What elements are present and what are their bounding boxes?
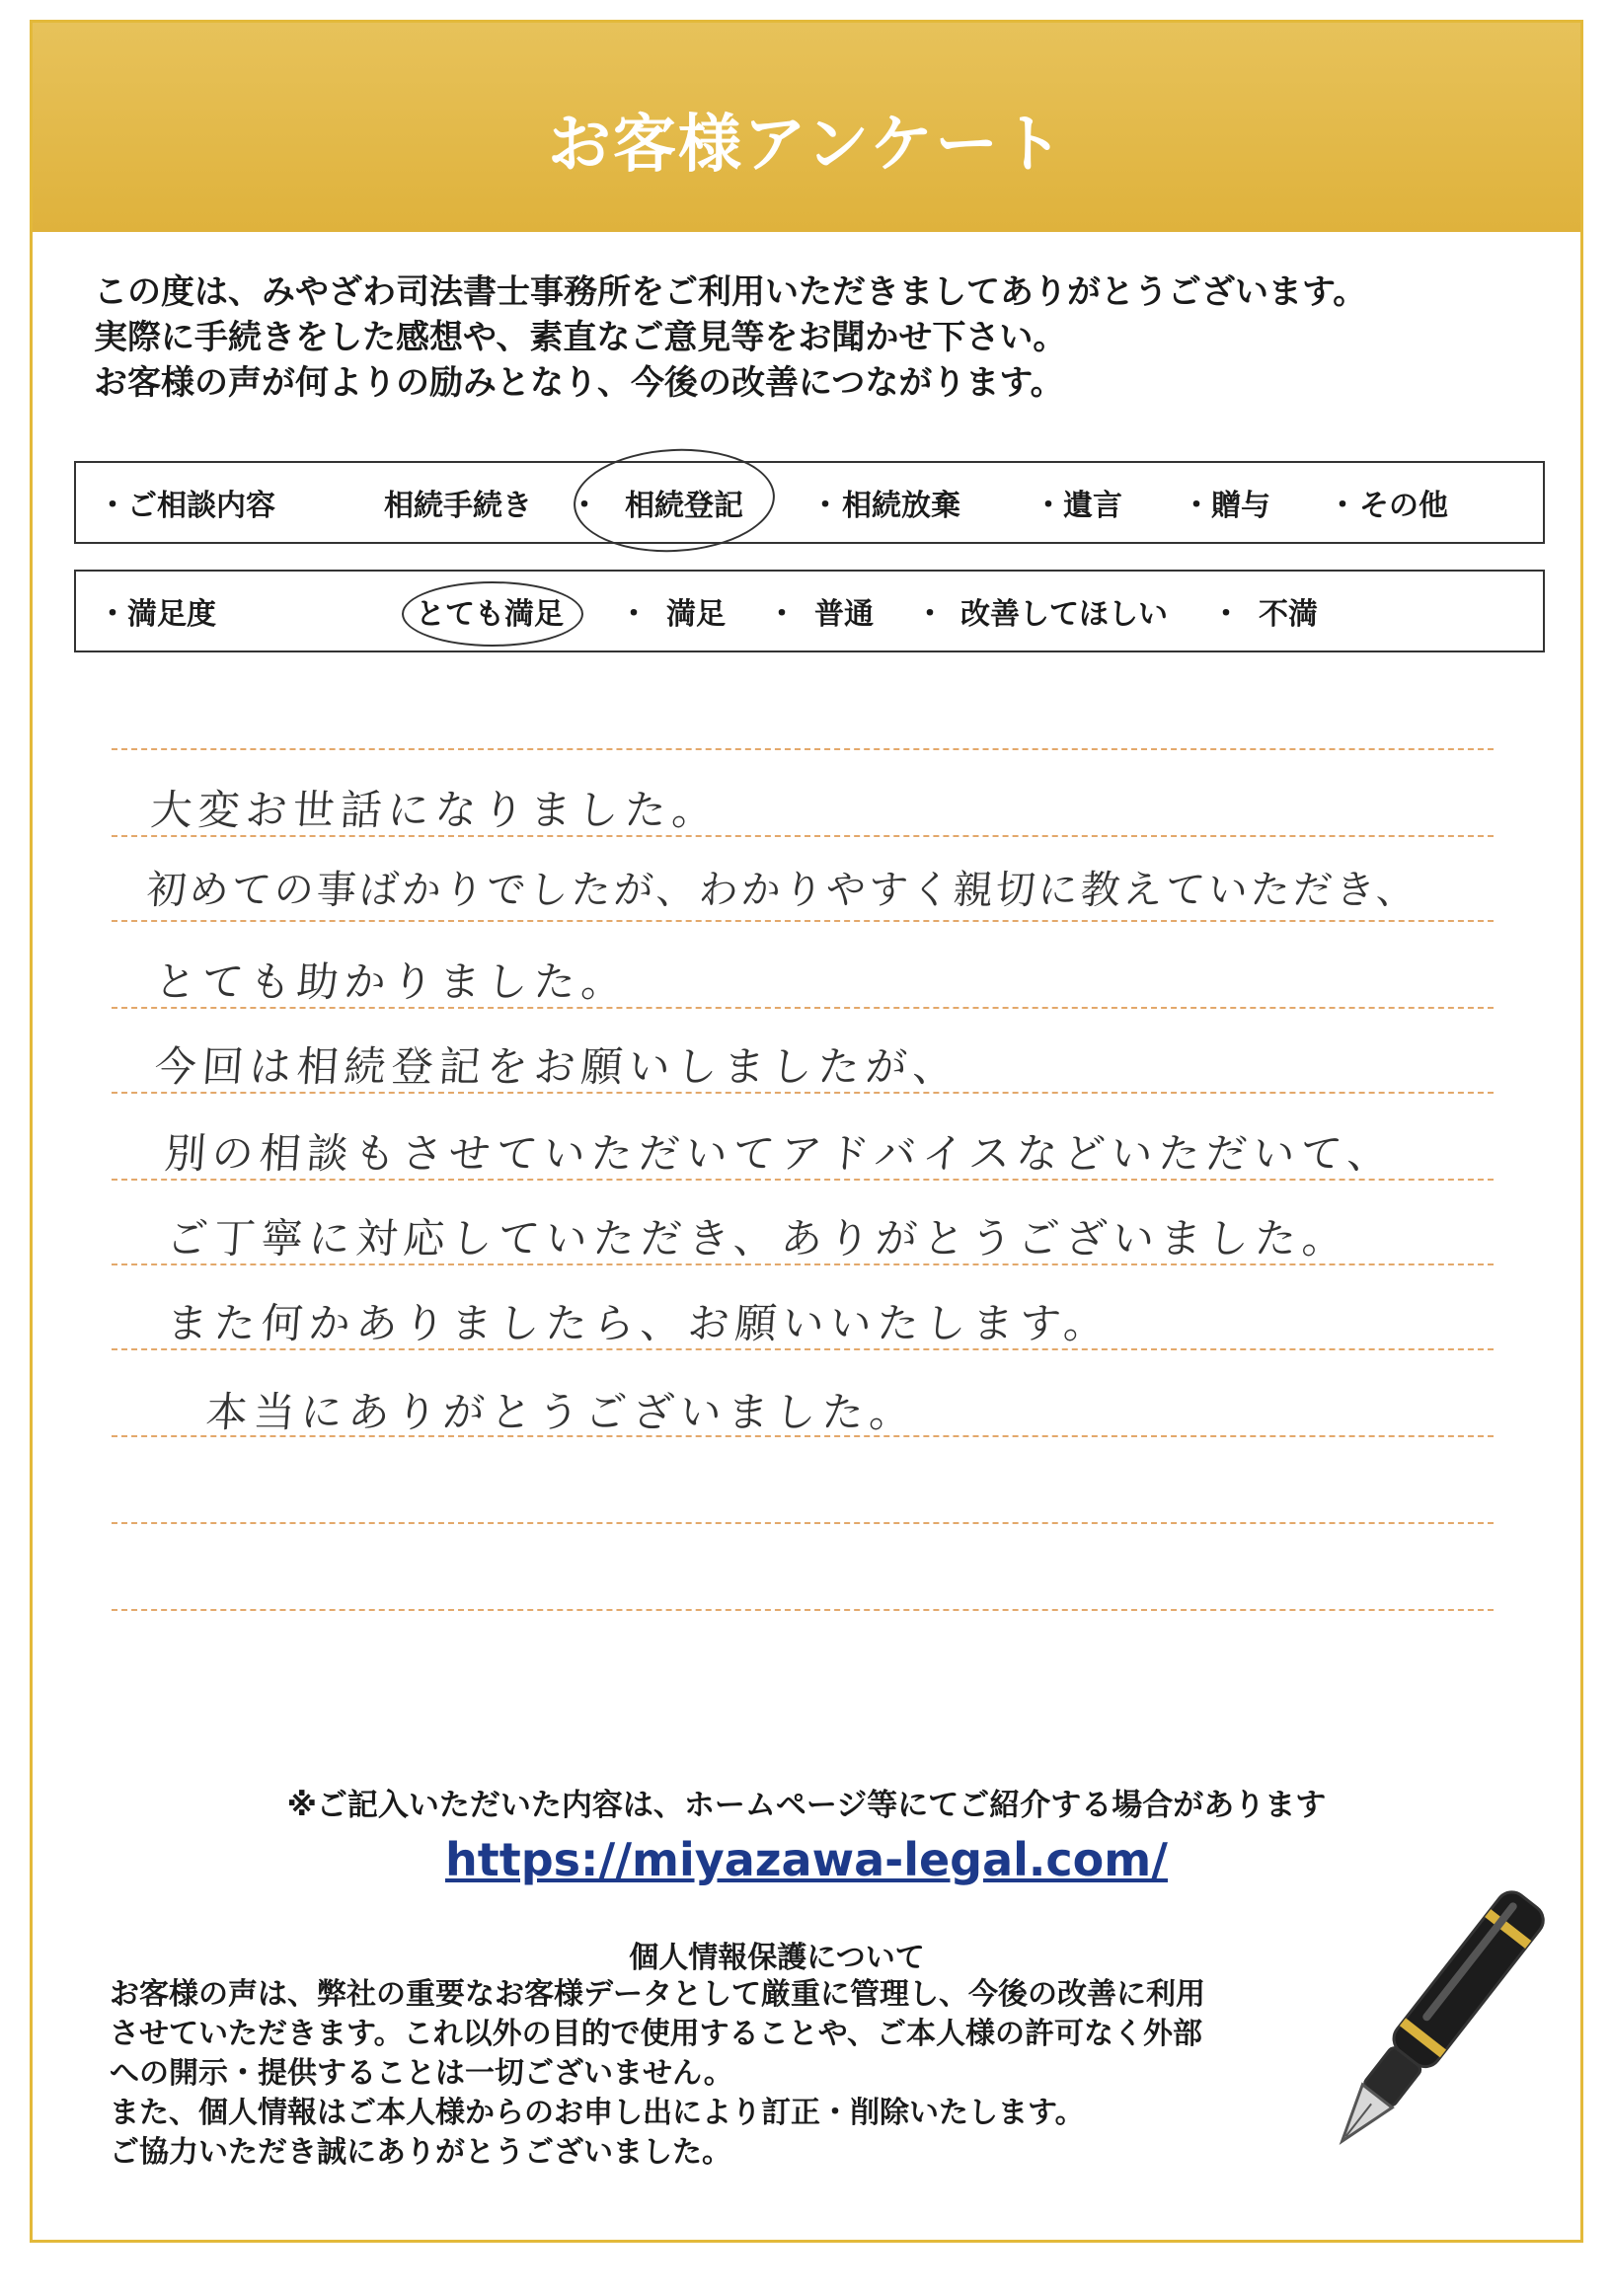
survey-sheet — [30, 20, 1583, 2243]
consultation-option-selected[interactable]: 相続登記 — [625, 489, 743, 523]
satisfaction-option[interactable]: 普通 — [814, 597, 874, 632]
separator: ・ — [619, 597, 649, 632]
handwritten-line: 大変お世話になりました。 — [149, 786, 722, 834]
privacy-line: また、個人情報はご本人様からのお申し出により訂正・削除いたします。 — [110, 2096, 1085, 2130]
intro-line: お客様の声が何よりの励みとなり、今後の改善につながります。 — [94, 363, 1064, 403]
selection-circle — [402, 581, 583, 647]
consultation-option[interactable]: 相続手続き — [384, 489, 532, 523]
ruled-line — [112, 748, 1494, 750]
ruled-line — [112, 1522, 1494, 1524]
separator: ・ — [915, 597, 945, 632]
consultation-option[interactable]: その他 — [1359, 489, 1448, 523]
privacy-line: お客様の声は、弊社の重要なお客様データとして厳重に管理し、今後の改善に利用 — [110, 1977, 1205, 2012]
separator: ・ — [1182, 489, 1211, 523]
page-title: お客様アンケート — [547, 109, 1066, 182]
satisfaction-option[interactable]: 不満 — [1259, 597, 1318, 632]
privacy-line: への開示・提供することは一切ございません。 — [110, 2056, 733, 2091]
intro-line: 実際に手続きをした感想や、素直なご意見等をお聞かせ下さい。 — [94, 318, 1067, 357]
handwritten-line: 初めての事ばかりでしたが、わかりやすく親切に教えていただき、 — [145, 868, 1420, 913]
privacy-title: 個人情報保護について — [629, 1941, 925, 1975]
handwritten-line: また何かありましたら、お願いいたします。 — [165, 1299, 1113, 1347]
fountain-pen-icon — [1306, 1859, 1563, 2184]
satisfaction-row — [74, 570, 1545, 652]
satisfaction-option[interactable]: 満足 — [666, 597, 726, 632]
consultation-label: ・ご相談内容 — [98, 489, 275, 523]
handwritten-line: 今回は相続登記をお願いしましたが、 — [153, 1042, 962, 1091]
separator: ・ — [767, 597, 797, 632]
intro-text — [94, 269, 1366, 406]
privacy-text — [110, 1975, 1205, 2173]
satisfaction-label: ・満足度 — [98, 597, 216, 632]
handwritten-line: ご丁寧に対応していただき、ありがとうございました。 — [165, 1214, 1351, 1263]
satisfaction-option-selected[interactable]: とても満足 — [416, 597, 564, 632]
header-banner — [33, 23, 1580, 232]
notice-text: ※ご記入いただいた内容は、ホームページ等にてご紹介する場合があります — [286, 1788, 1327, 1823]
intro-line: この度は、みやざわ司法書士事務所をご利用いただきましてありがとうございます。 — [94, 272, 1367, 312]
consultation-row — [74, 461, 1545, 544]
separator: ・ — [810, 489, 840, 523]
handwritten-line: 別の相談もさせていただいてアドバイスなどいただいて、 — [163, 1129, 1397, 1178]
separator: ・ — [1034, 489, 1063, 523]
selection-circle — [571, 444, 777, 558]
handwritten-line: 本当にありがとうございました。 — [204, 1388, 919, 1436]
consultation-option[interactable]: 遺言 — [1063, 489, 1122, 523]
ruled-line — [112, 1609, 1494, 1611]
consultation-option[interactable]: 贈与 — [1211, 489, 1270, 523]
website-link[interactable]: https://miyazawa-legal.com/ — [445, 1833, 1168, 1886]
separator: ・ — [570, 489, 599, 523]
privacy-line: させていただきます。これ以外の目的で使用することや、ご本人様の許可なく外部 — [110, 2017, 1202, 2051]
consultation-option[interactable]: 相続放棄 — [842, 489, 960, 523]
handwritten-line: とても助かりました。 — [153, 957, 631, 1006]
privacy-line: ご協力いただき誠にありがとうございました。 — [110, 2135, 731, 2170]
separator: ・ — [1211, 597, 1241, 632]
ruled-line — [112, 920, 1494, 922]
separator: ・ — [1328, 489, 1357, 523]
satisfaction-option[interactable]: 改善してほしい — [960, 597, 1168, 632]
